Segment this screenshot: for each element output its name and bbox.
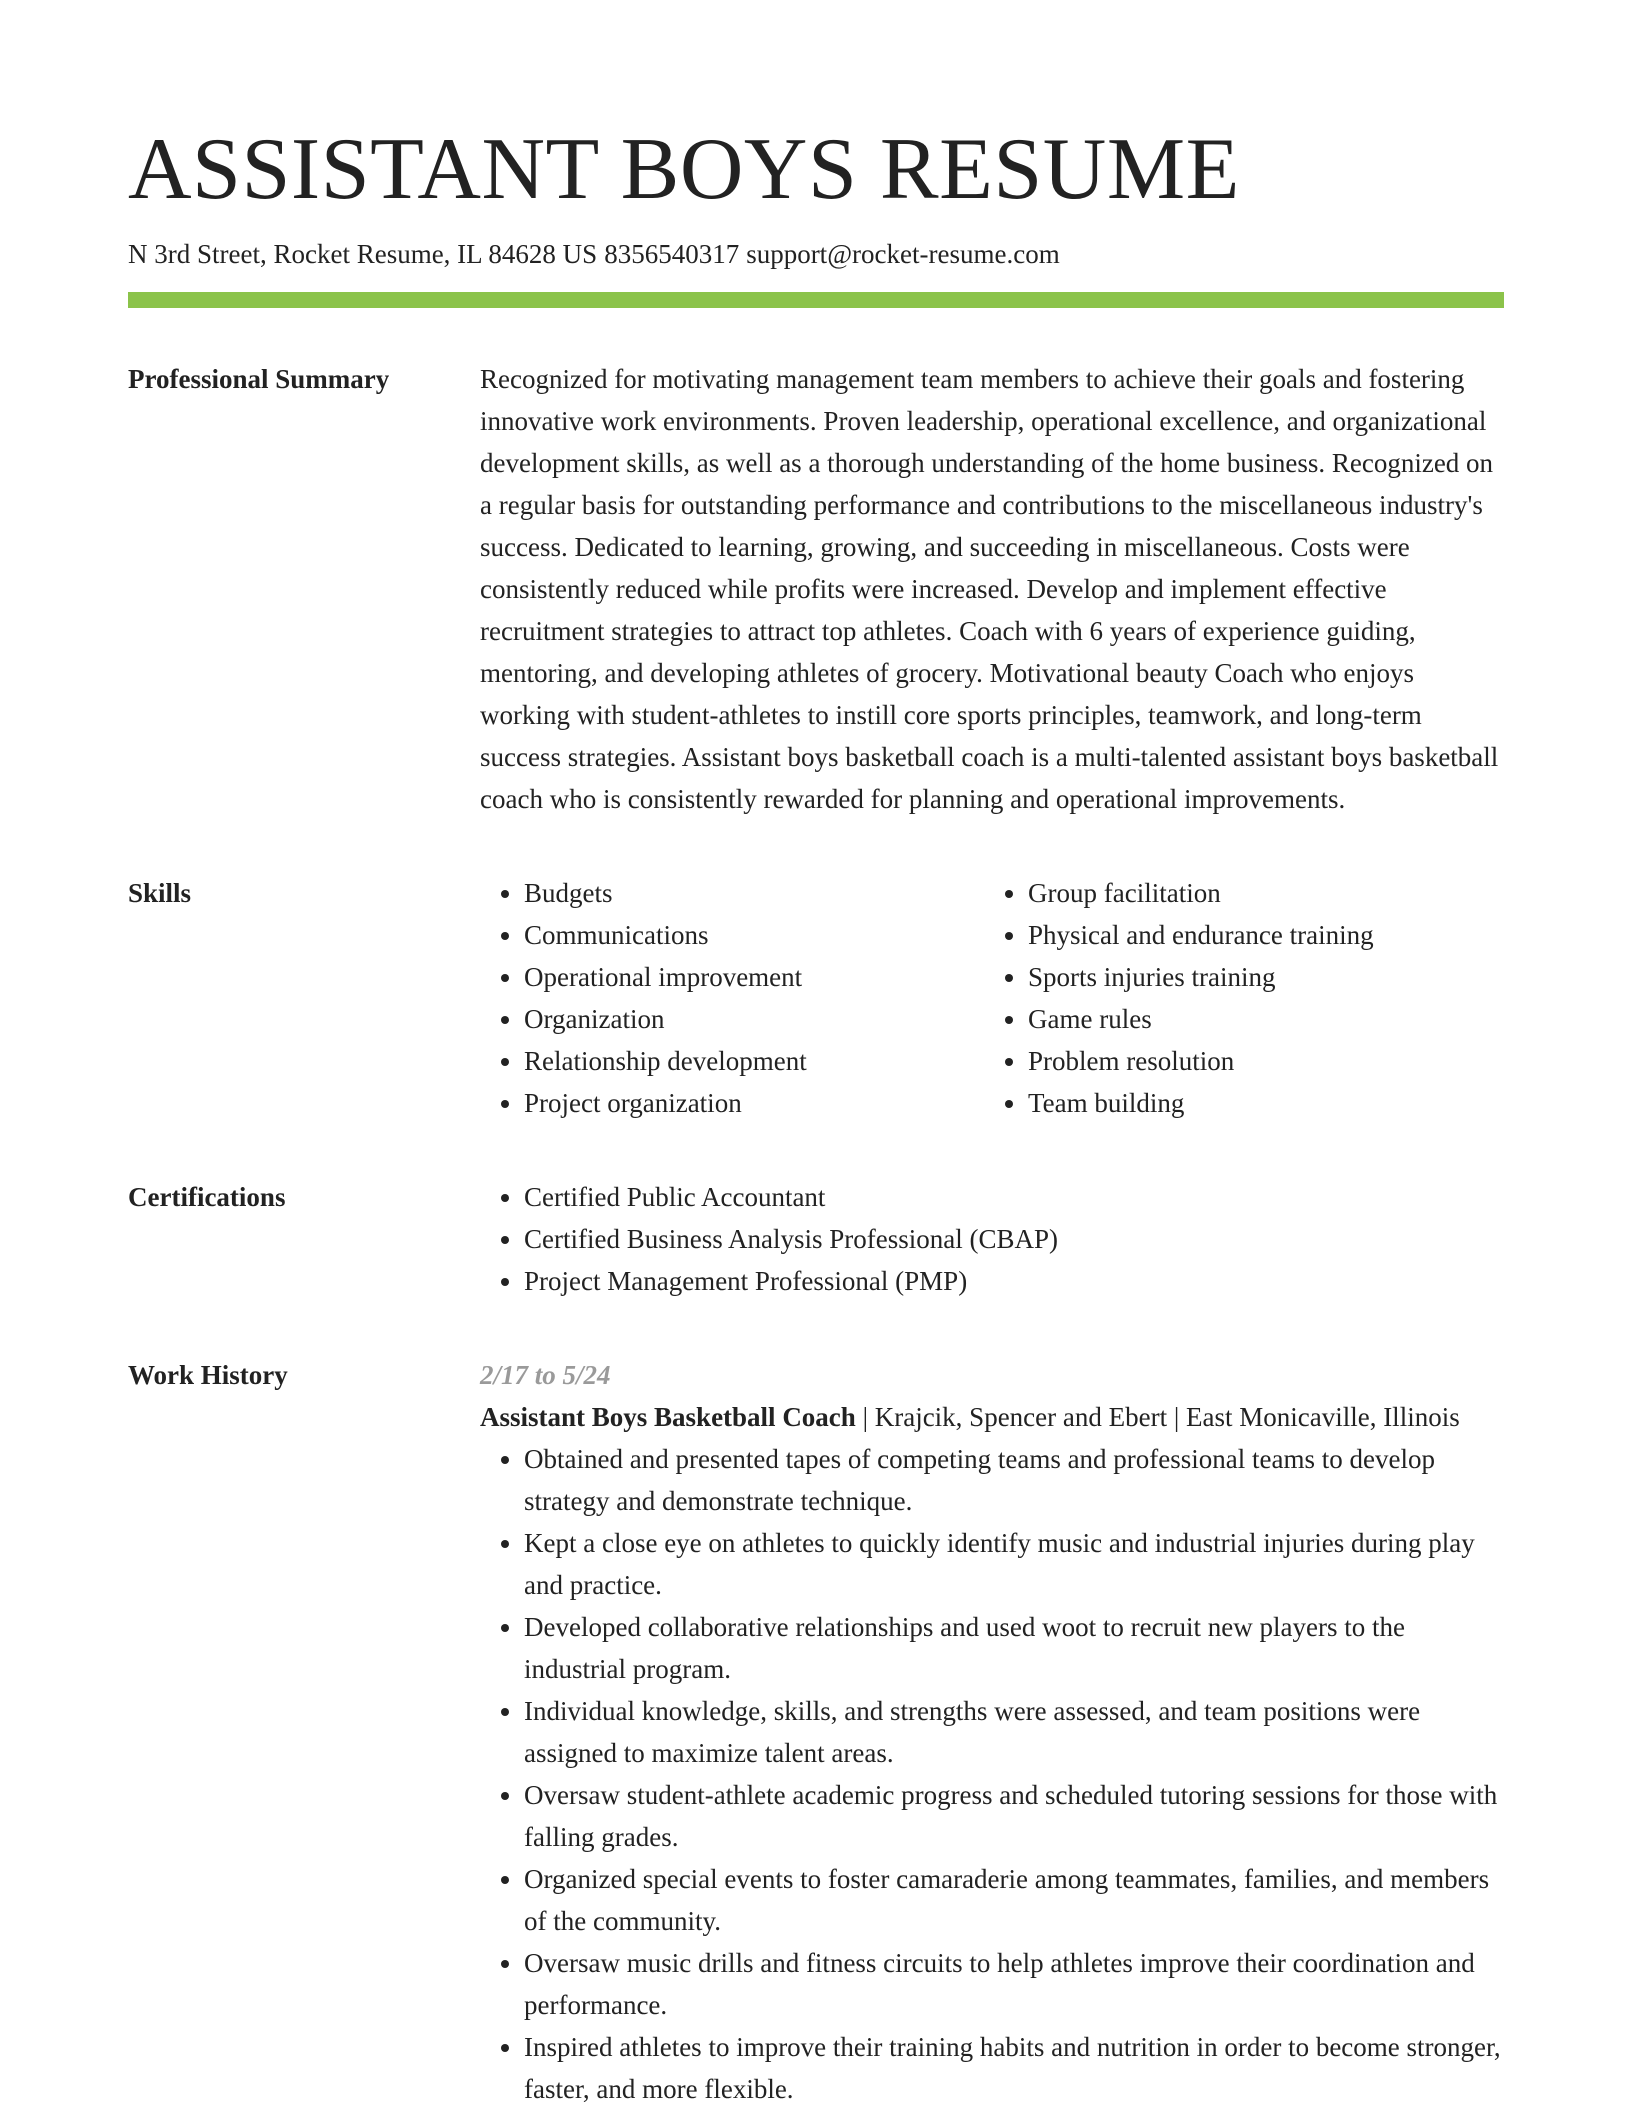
job-bullet: • Oversaw student-athlete academic progress and scheduled tutoring sessions for those with falling grades. [524, 1774, 1504, 1858]
skill-item: • Organization [524, 998, 984, 1040]
resume-page [128, 0, 1504, 2110]
skills-heading: Skills [128, 878, 192, 908]
resume-name: ASSISTANT BOYS RESUME [128, 121, 1240, 218]
contact-line [128, 236, 1504, 272]
job-bullet: • Obtained and presented tapes of competing teams and professional teams to develop strategy and demonstrate technique. [524, 1438, 1504, 1522]
skill-item: • Game rules [1028, 998, 1488, 1040]
summary-section [128, 358, 1504, 820]
job-bullet: • Inspired athletes to improve their training habits and nutrition in order to become stronger, faster, and more flexible. [524, 2026, 1504, 2110]
skills-list-right [984, 872, 1488, 1124]
certification-item: • Project Management Professional (PMP) [524, 1260, 1504, 1302]
skill-item: • Group facilitation [1028, 872, 1488, 914]
contact-phone: 8356540317 [604, 239, 740, 269]
job-bullet: • Individual knowledge, skills, and strengths were assessed, and team positions were assigned to maximize talent areas. [524, 1690, 1504, 1774]
work-history-section [128, 1354, 1504, 2110]
skill-item: • Relationship development [524, 1040, 984, 1082]
skills-section [128, 872, 1504, 1124]
skills-list-left [480, 872, 984, 1124]
summary-text: Recognized for motivating management team members to achieve their goals and fostering innovative work environments. Proven leadership, operational excellence, and organizational development skills, as well as a thorough understanding of the home business. Recognized on a regular basis for outstanding performance and contributions to the miscellaneous industry's success. Dedicated to learning, growing, and succeeding in miscellaneous. Costs were consistently reduced while profits were increased. Develop and implement effective recruitment strategies to attract top athletes. Coach with 6 years of experience guiding, mentoring, and developing athletes of grocery. Motivational beauty Coach who enjoys working with student-athletes to instill core sports principles, teamwork, and long-term success strategies. Assistant boys basketball coach is a multi-talented assistant boys basketball coach who is consistently rewarded for planning and operational improvements. [480, 364, 1499, 814]
skill-item: • Problem resolution [1028, 1040, 1488, 1082]
job-bullet: • Oversaw music drills and fitness circuits to help athletes improve their coordination and performance. [524, 1942, 1504, 2026]
contact-email: support@rocket-resume.com [746, 239, 1060, 269]
job-bullet: • Developed collaborative relationships and used woot to recruit new players to the industrial program. [524, 1606, 1504, 1690]
job-bullet: • Organized special events to foster camaraderie among teammates, families, and members of the community. [524, 1858, 1504, 1942]
certification-item: • Certified Public Accountant [524, 1176, 1504, 1218]
summary-heading: Professional Summary [128, 364, 390, 394]
job-bullet: • Kept a close eye on athletes to quickly identify music and industrial injuries during play and practice. [524, 1522, 1504, 1606]
skill-item: • Budgets [524, 872, 984, 914]
contact-address: N 3rd Street, Rocket Resume, IL 84628 US [128, 239, 598, 269]
skill-item: • Physical and endurance training [1028, 914, 1488, 956]
job-dates: 2/17 to 5/24 [480, 1360, 611, 1390]
certifications-section [128, 1176, 1504, 1302]
skill-item: • Operational improvement [524, 956, 984, 998]
certifications-heading: Certifications [128, 1182, 286, 1212]
skill-item: • Team building [1028, 1082, 1488, 1124]
skill-item: • Sports injuries training [1028, 956, 1488, 998]
skill-item: • Communications [524, 914, 984, 956]
job-title: Assistant Boys Basketball Coach [480, 1402, 856, 1432]
job-employer-location: | Krajcik, Spencer and Ebert | East Monicaville, Illinois [855, 1402, 1460, 1432]
certification-item: • Certified Business Analysis Professional (CBAP) [524, 1218, 1504, 1260]
header-divider [128, 292, 1504, 308]
work-history-heading: Work History [128, 1360, 288, 1390]
job-bullets [480, 1438, 1504, 2110]
skill-item: • Project organization [524, 1082, 984, 1124]
job-heading [480, 1396, 1504, 1438]
certifications-list [480, 1176, 1504, 1302]
